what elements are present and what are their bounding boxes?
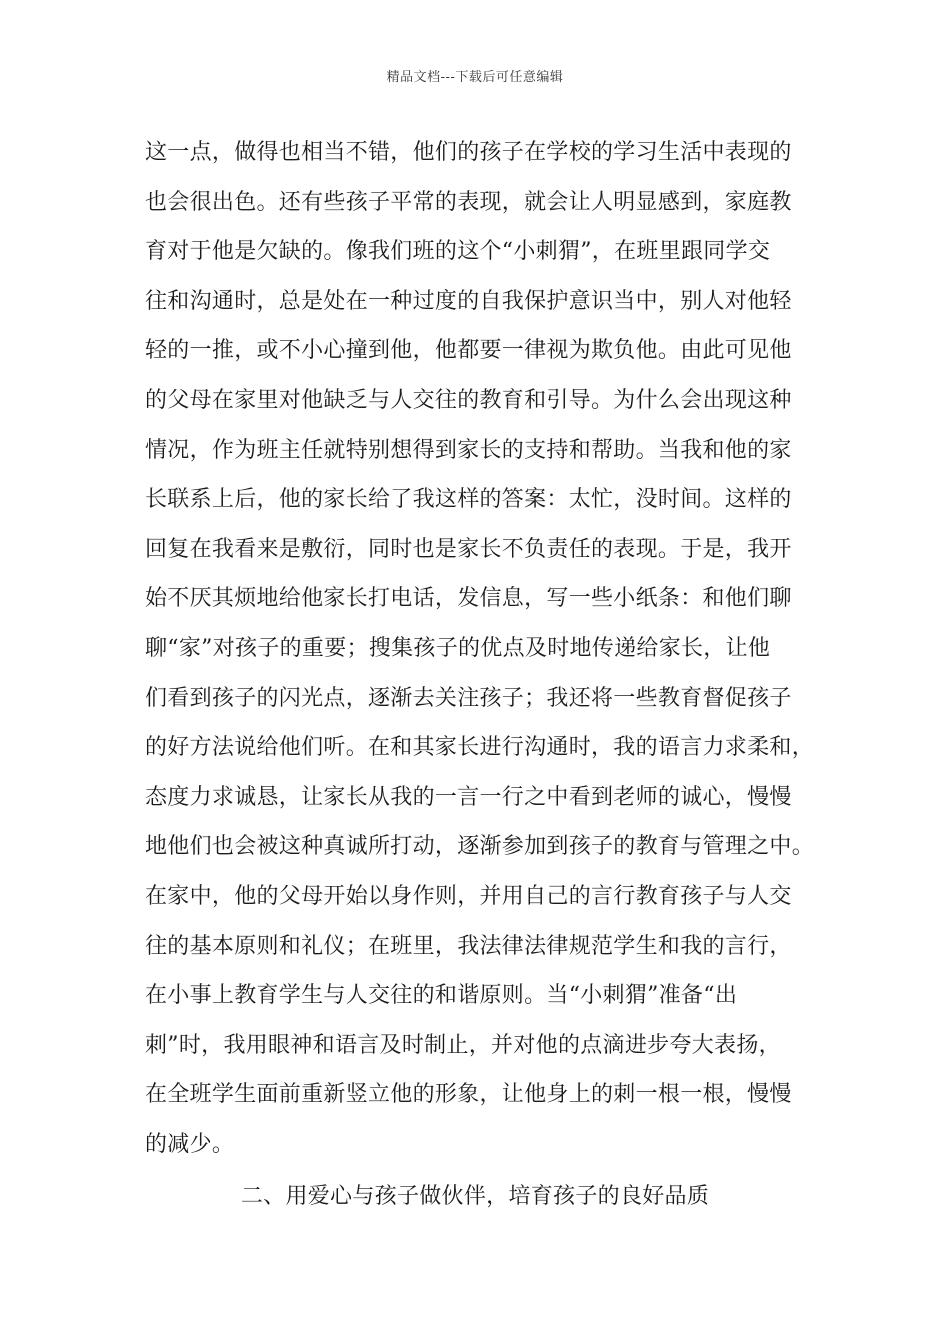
text-line: 轻的一推，或不小心撞到他，他都要一律视为欺负他。由此可见他 — [145, 338, 792, 364]
text-line: 的减少。 — [145, 1131, 235, 1157]
section-heading: 二、用爱心与孩子做伙伴，培育孩子的良好品质 — [240, 1184, 710, 1209]
page-header: 精品文档---下载后可任意编辑 — [386, 70, 564, 85]
text-line: 在全班学生面前重新竖立他的形象，让他身上的刺一根一根，慢慢 — [145, 1082, 792, 1108]
text-line: 也会很出色。还有些孩子平常的表现，就会让人明显感到，家庭教 — [145, 189, 792, 215]
text-line: 往的基本原则和礼仪；在班里，我法律法律规范学生和我的言行， — [145, 933, 792, 959]
text-line: 在家中，他的父母开始以身作则，并用自己的言行教育孩子与人交 — [145, 883, 792, 909]
text-line: 回复在我看来是敷衍，同时也是家长不负责任的表现。于是，我开 — [145, 536, 792, 562]
text-line: 聊“家”对孩子的重要；搜集孩子的优点及时地传递给家长，让他 — [145, 635, 771, 661]
text-line: 刺”时，我用眼神和语言及时制止，并对他的点滴进步夸大表扬， — [145, 1032, 781, 1058]
text-line: 长联系上后，他的家长给了我这样的答案：太忙，没时间。这样的 — [145, 487, 792, 513]
text-line: 们看到孩子的闪光点，逐渐去关注孩子；我还将一些教育督促孩子 — [145, 685, 792, 711]
text-line: 情况，作为班主任就特别想得到家长的支持和帮助。当我和他的家 — [145, 437, 792, 463]
text-line: 育对于他是欠缺的。像我们班的这个“小刺猬”，在班里跟同学交 — [145, 239, 771, 265]
text-line: 在小事上教育学生与人交往的和谐原则。当“小刺猬”准备“出 — [145, 983, 738, 1009]
text-line: 始不厌其烦地给他家长打电话，发信息，写一些小纸条：和他们聊 — [145, 586, 792, 612]
text-line: 态度力求诚恳，让家长从我的一言一行之中看到老师的诚心，慢慢 — [145, 784, 792, 810]
text-line: 往和沟通时，总是处在一种过度的自我保护意识当中，别人对他轻 — [145, 288, 792, 314]
text-line: 这一点，做得也相当不错，他们的孩子在学校的学习生活中表现的 — [145, 140, 792, 165]
body-paragraph — [145, 128, 825, 1169]
text-line: 的好方法说给他们听。在和其家长进行沟通时，我的语言力求柔和， — [145, 735, 815, 761]
text-line: 的父母在家里对他缺乏与人交往的教育和引导。为什么会出现这种 — [145, 387, 792, 413]
text-line: 地他们也会被这种真诚所打动，逐渐参加到孩子的教育与管理之中。 — [145, 834, 815, 860]
